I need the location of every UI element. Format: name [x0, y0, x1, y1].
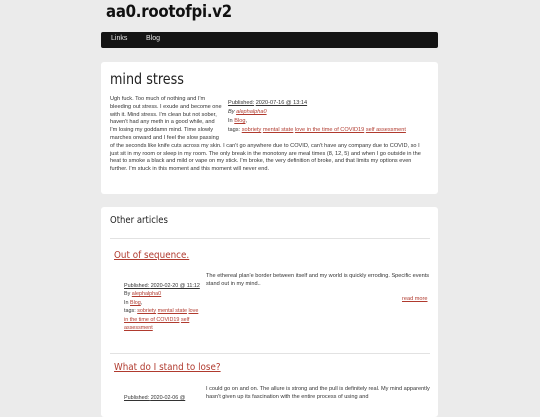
author-link[interactable]: alephalpha0 — [236, 109, 267, 115]
tag-link[interactable]: love in the time of COVID19 — [124, 308, 199, 323]
in-label: In — [124, 299, 129, 306]
divider — [110, 238, 430, 239]
tag-link[interactable]: sobriety — [137, 308, 157, 315]
post-body-text: Ugh fuck. Too much of nothing and I'm bleeding out stress. I exude and become one with it. Mind stress. I'm clean but not sober, haven't had any meth in a good while, and I'm losing my goddamn mind. Time slowly marches onward and I feel the slow passing of the seconds like knife cuts across my skin. I can't go anywhere due to COVID, can't have any company due to COVID, so I just sit in my room or sleep in my room. The only break in the monotony are meal times (8, 12, 5) and when I go outside in the heat to smoke a black and mild or vape on my stick. I'm broke, the very definition of broke, and that limits my options even further. I'm stuck in this moment and this moment will never end. — [110, 96, 421, 173]
category-link[interactable]: Blog — [234, 118, 246, 124]
nav-links[interactable]: Links — [111, 35, 128, 42]
published-date: 2020-07-16 @ 13:14 — [255, 100, 308, 106]
site-title[interactable]: aa0.rootofpi.v2 — [106, 2, 232, 22]
by-label: By — [228, 109, 235, 115]
tag-link[interactable]: sobriety — [241, 127, 262, 133]
category-link[interactable]: Blog — [130, 299, 141, 306]
post-title: mind stress — [110, 70, 184, 88]
published-label: Published: — [228, 100, 255, 106]
tag-link[interactable]: mental state — [157, 308, 187, 315]
post-body — [110, 96, 428, 174]
article-excerpt: The ethereal plan'e border between itself and my world is quickly erroding. Specific events stand out in my mind.. — [206, 273, 430, 288]
article-title-link[interactable]: Out of sequence. — [114, 250, 190, 261]
published-label: Published: — [124, 283, 150, 289]
tags-label: tags: — [124, 308, 136, 315]
category-suffix: , — [245, 118, 247, 124]
article-excerpt: I could go on and on. The allure is strong and the pull is definitely real. My mind apparently hasn't given up its fascination with the entire process of using and — [206, 386, 430, 401]
other-articles-card — [101, 207, 438, 417]
tag-link[interactable]: self assessment — [365, 127, 406, 133]
article-meta — [124, 394, 204, 402]
category-suffix: , — [140, 299, 143, 306]
published-label: Published: — [124, 395, 150, 401]
navbar — [101, 32, 438, 48]
tag-link[interactable]: love in the time of COVID19 — [294, 127, 365, 133]
in-label: In — [228, 118, 233, 124]
post-card — [101, 62, 438, 194]
tag-link[interactable]: self assessment — [124, 316, 190, 332]
tag-link[interactable]: mental state — [262, 127, 294, 133]
author-link[interactable]: alephalpha0 — [131, 291, 162, 298]
read-more-link[interactable]: read more — [402, 296, 428, 302]
post-meta — [228, 99, 428, 135]
article-title-link[interactable]: What do I stand to lose? — [114, 362, 221, 373]
article-meta — [124, 282, 204, 332]
published-date: 2020-02-06 @ — [150, 395, 186, 401]
other-articles-title: Other articles — [110, 215, 168, 226]
tags-label: tags: — [228, 127, 241, 133]
published-date: 2020-02-20 @ 11:12 — [150, 283, 200, 289]
nav-blog[interactable]: Blog — [146, 35, 161, 42]
by-label: By — [124, 291, 131, 298]
divider — [110, 353, 430, 354]
